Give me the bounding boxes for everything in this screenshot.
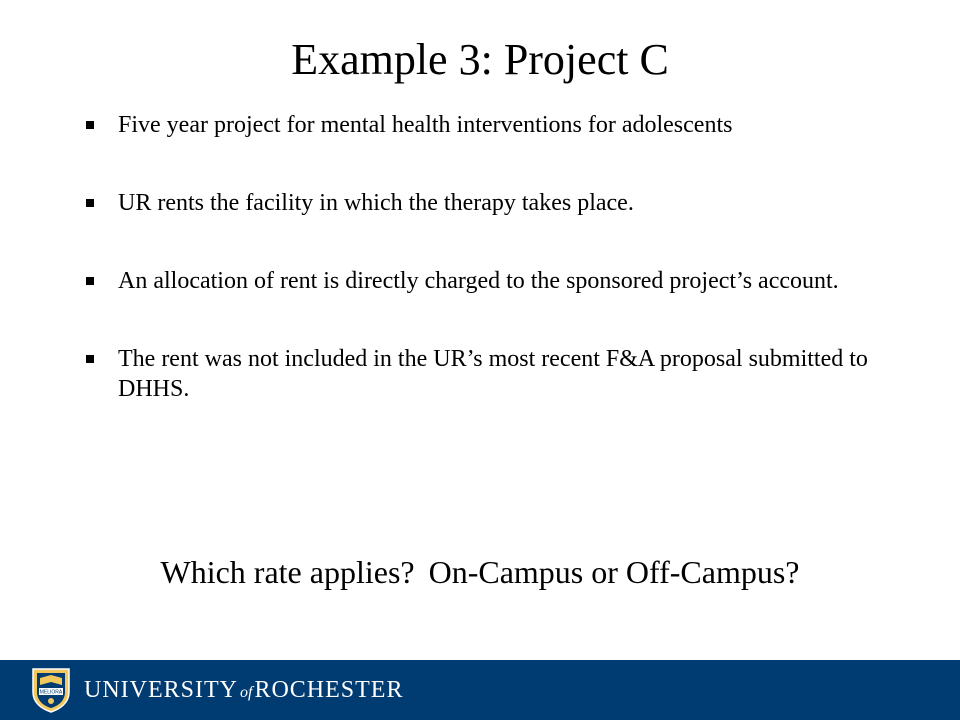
square-bullet-icon [86,199,94,207]
bullet-text: An allocation of rent is directly charged to the sponsored project’s account. [118,268,839,294]
footer-bar [0,660,960,720]
slide-title: Example 3: Project C [291,35,669,84]
question-part-1: Which rate applies? [160,554,415,590]
logo-motto: MELIORA [39,689,63,696]
bullet-text: The rent was not included in the UR’s most recent F&A proposal submitted to DHHS. [118,346,868,402]
wordmark-of: of [240,684,253,701]
wordmark-university: UNIVERSITY [84,677,238,703]
bullet-item [84,110,874,140]
question-part-2: On-Campus or Off-Campus? [428,554,800,590]
bullet-item [84,188,874,218]
university-shield-icon [30,666,72,714]
bullet-text: Five year project for mental health interventions for adolescents [118,112,733,138]
bullet-text: UR rents the facility in which the therapy takes place. [118,190,634,216]
bullet-item [84,266,874,296]
square-bullet-icon [86,277,94,285]
question-text [0,550,960,594]
bullet-item [84,344,874,404]
university-wordmark [84,674,403,709]
bullet-list [84,110,874,452]
wordmark-rochester: ROCHESTER [254,677,404,703]
square-bullet-icon [86,121,94,129]
square-bullet-icon [86,355,94,363]
